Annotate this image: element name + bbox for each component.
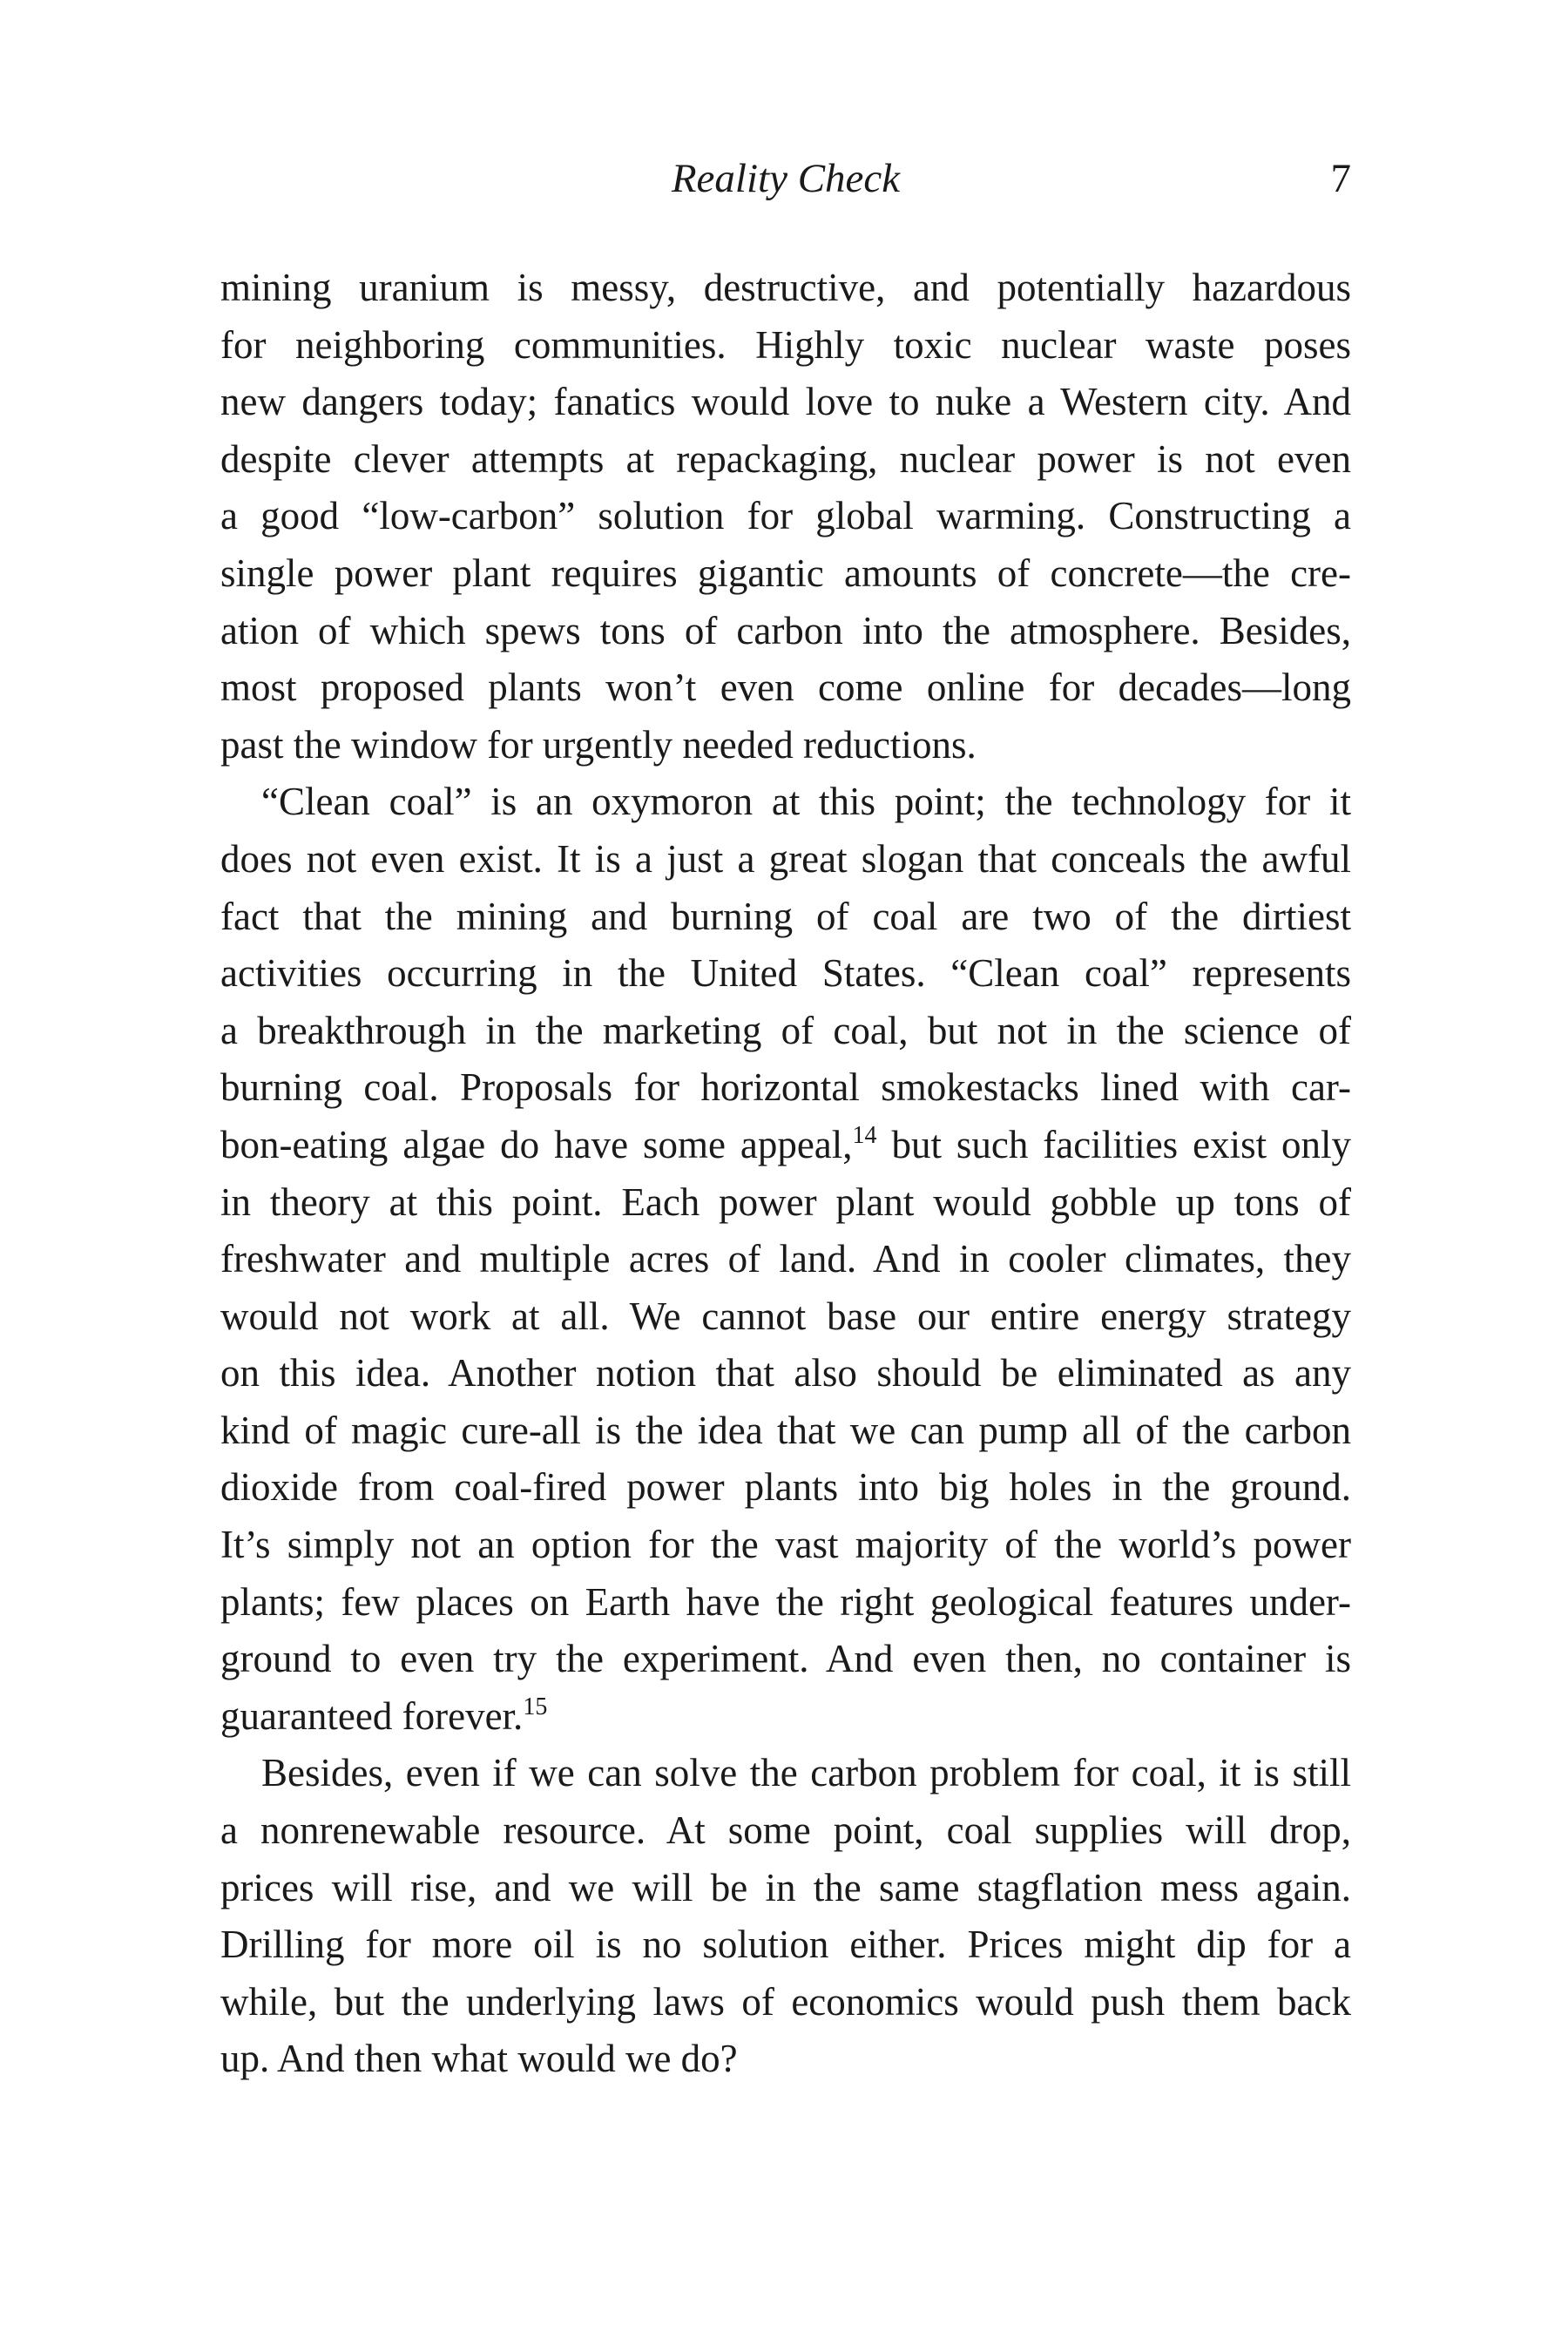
text-line: a breakthrough in the marketing of coal, but not in the science of: [220, 1008, 1351, 1052]
text-line: kind of magic cure-all is the idea that we can pump all of the carbon: [220, 1408, 1351, 1452]
footnote-ref-15: 15: [523, 1693, 548, 1720]
text-line: It’s simply not an option for the vast majority of the world’s power: [220, 1523, 1351, 1567]
text-line: on this idea. Another notion that also should be eliminated as any: [220, 1351, 1351, 1396]
text-line-with-footnote: [220, 1117, 1351, 1174]
text-line: new dangers today; fanatics would love to nuke a Western city. And: [220, 380, 1351, 424]
text-line: despite clever attempts at repackaging, nuclear power is not even: [220, 436, 1351, 481]
text-line: fact that the mining and burning of coal are two of the dirtiest: [220, 894, 1351, 938]
text-line: mining uranium is messy, destructive, and potentially hazardous: [220, 266, 1351, 309]
text-line: a good “low-carbon” solution for global warming. Constructing a: [220, 494, 1351, 538]
text-line: burning coal. Proposals for horizontal smokestacks lined with car-: [220, 1065, 1351, 1110]
page-number: 7: [1330, 156, 1351, 201]
text-line: past the window for urgently needed reductions.: [220, 722, 977, 767]
paragraph: [220, 1745, 1351, 2088]
text-line: Besides, even if we can solve the carbon problem for coal, it is still: [261, 1751, 1351, 1795]
text-line: single power plant requires gigantic amounts of concrete—the cre-: [220, 551, 1351, 595]
text-line: Drilling for more oil is no solution either. Prices might dip for a: [220, 1923, 1351, 1967]
text-line: does not even exist. It is a just a great slogan that conceals the awful: [220, 836, 1351, 881]
text-line: ation of which spews tons of carbon into the atmosphere. Besides,: [220, 608, 1351, 652]
text-line: up. And then what would we do?: [220, 2037, 738, 2081]
running-title: Reality Check: [671, 156, 901, 201]
text-line: activities occurring in the United States. “Clean coal” represents: [220, 951, 1351, 996]
text-segment: but such facilities exist only: [876, 1122, 1351, 1166]
footnote-ref-14: 14: [852, 1121, 877, 1149]
body-text: [220, 260, 1351, 2088]
text-line: ground to even try the experiment. And even then, no container is: [220, 1637, 1351, 1681]
text-line: freshwater and multiple acres of land. And in cooler climates, they: [220, 1237, 1351, 1281]
paragraph: [220, 260, 1351, 774]
text-line: “Clean coal” is an oxymoron at this point; the technology for it: [261, 780, 1351, 824]
paragraph: [220, 774, 1351, 1745]
text-line-with-footnote: [220, 1688, 1351, 1746]
text-line: most proposed plants won’t even come online for decades—long: [220, 666, 1351, 710]
text-line: plants; few places on Earth have the right geological features under-: [220, 1579, 1351, 1624]
text-segment: guaranteed forever.: [220, 1693, 524, 1738]
text-line: while, but the underlying laws of economics would push them back: [220, 1979, 1351, 2024]
text-line: for neighboring communities. Highly toxic nuclear waste poses: [220, 322, 1351, 367]
text-line: dioxide from coal-fired power plants into big holes in the ground.: [220, 1465, 1351, 1510]
text-segment: bon-eating algae do have some appeal,: [220, 1122, 853, 1166]
text-line: a nonrenewable resource. At some point, coal supplies will drop,: [220, 1808, 1351, 1853]
text-line: in theory at this point. Each power plant would gobble up tons of: [220, 1179, 1351, 1224]
text-line: prices will rise, and we will be in the same stagflation mess again.: [220, 1865, 1351, 1909]
running-head: [220, 148, 1351, 209]
text-line: would not work at all. We cannot base our entire energy strategy: [220, 1294, 1351, 1338]
